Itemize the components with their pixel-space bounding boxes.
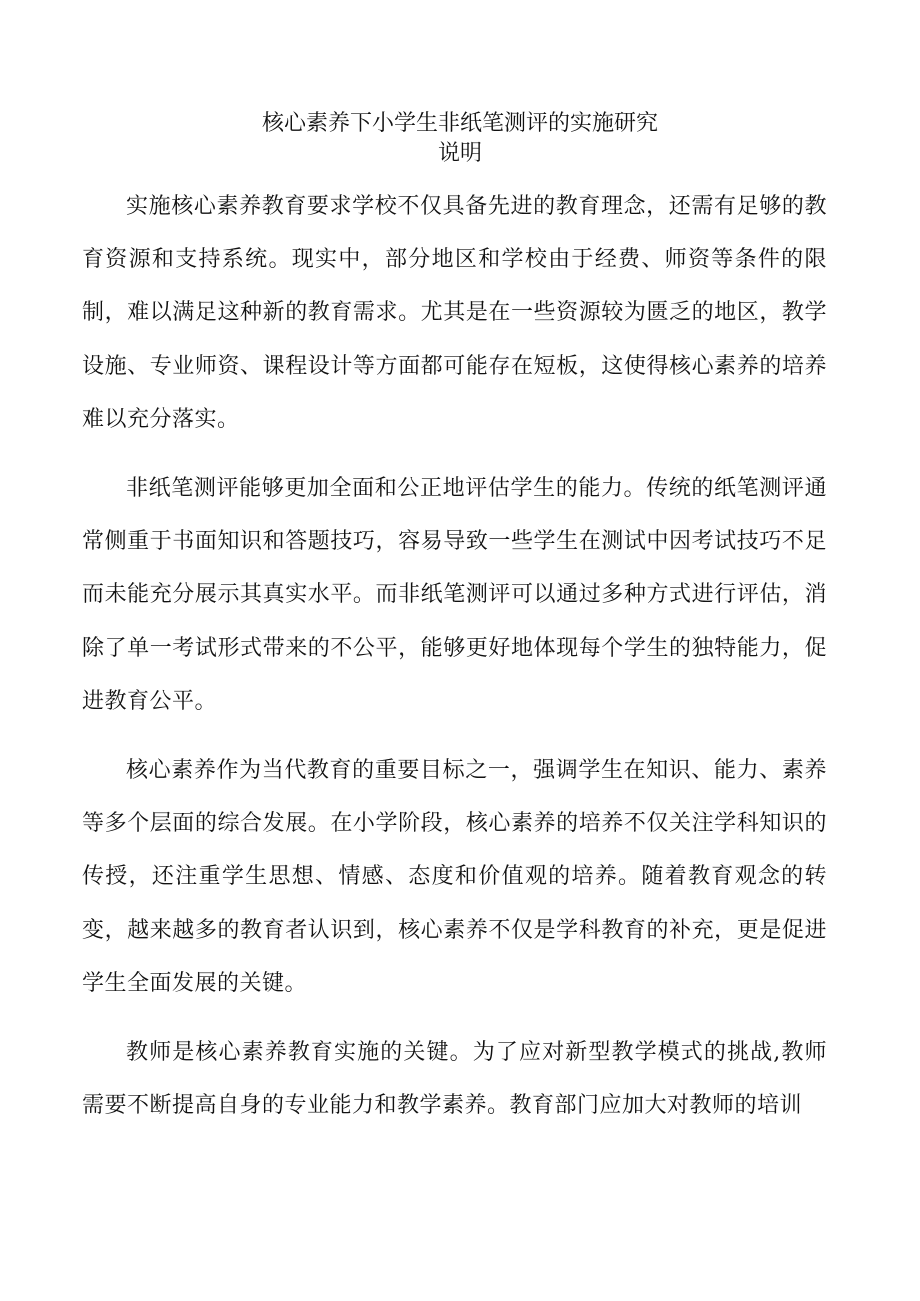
paragraph: 非纸笔测评能够更加全面和公正地评估学生的能力。传统的纸笔测评通常侧重于书面知识和答题技巧，容易导致一些学生在测试中因考试技巧不足而未能充分展示其真实水平。而非纸笔测评可以通过多种方式进行评估，消除了单一考试形式带来的不公平，能够更好地体现每个学生的独特能力，促进教育公平。 <box>82 476 827 714</box>
document-subtitle: 说明 <box>437 141 482 166</box>
paragraph: 核心素养作为当代教育的重要目标之一，强调学生在知识、能力、素养等多个层面的综合发展。在小学阶段，核心素养的培养不仅关注学科知识的传授，还注重学生思想、情感、态度和价值观的培养。随着教育观念的转变，越来越多的教育者认识到，核心素养不仅是学科教育的补充，更是促进学生全面发展的关键。 <box>82 758 827 996</box>
document-title: 核心素养下小学生非纸笔测评的实施研究 <box>261 111 658 136</box>
paragraph: 教师是核心素养教育实施的关键。为了应对新型教学模式的挑战,教师需要不断提高自身的专业能力和教学素养。教育部门应加大对教师的培训 <box>82 1040 827 1119</box>
document-body <box>82 180 827 1148</box>
paragraph: 实施核心素养教育要求学校不仅具备先进的教育理念，还需有足够的教育资源和支持系统。现实中，部分地区和学校由于经费、师资等条件的限制，难以满足这种新的教育需求。尤其是在一些资源较为匮乏的地区，教学设施、专业师资、课程设计等方面都可能存在短板，这使得核心素养的培养难以充分落实。 <box>82 194 827 432</box>
